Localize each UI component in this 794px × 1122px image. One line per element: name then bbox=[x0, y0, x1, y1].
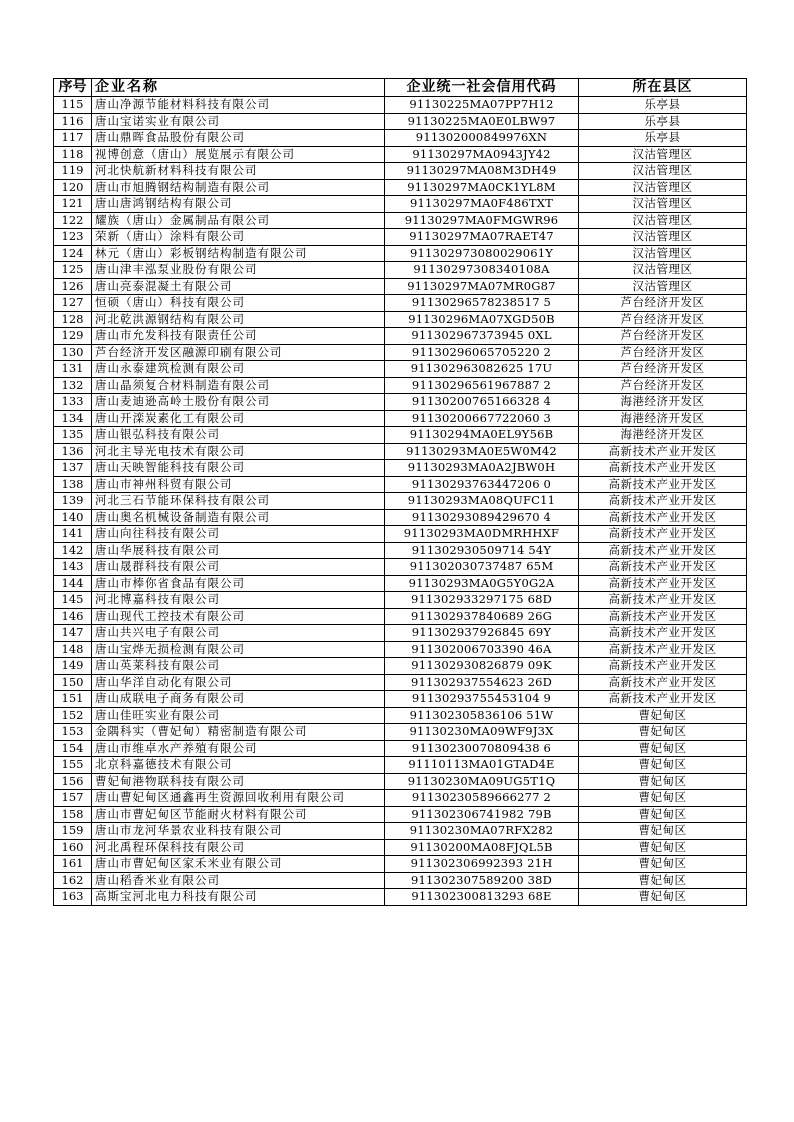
cell-credit-code: 911302937554623 26D bbox=[385, 674, 579, 691]
cell-serial-number: 123 bbox=[54, 229, 92, 246]
table-row bbox=[54, 674, 747, 691]
cell-serial-number: 144 bbox=[54, 575, 92, 592]
table-row bbox=[54, 361, 747, 378]
table-row bbox=[54, 460, 747, 477]
cell-district: 曹妃甸区 bbox=[579, 856, 747, 873]
cell-company-name: 唐山宝烨无损检测有限公司 bbox=[92, 641, 385, 658]
table-row bbox=[54, 757, 747, 774]
cell-district: 汉沽管理区 bbox=[579, 229, 747, 246]
cell-district: 芦台经济开发区 bbox=[579, 377, 747, 394]
cell-serial-number: 162 bbox=[54, 872, 92, 889]
table-row bbox=[54, 146, 747, 163]
cell-serial-number: 156 bbox=[54, 773, 92, 790]
cell-serial-number: 120 bbox=[54, 179, 92, 196]
cell-company-name: 河北乾洪源钢结构有限公司 bbox=[92, 311, 385, 328]
cell-credit-code: 91130293MA0G5Y0G2A bbox=[385, 575, 579, 592]
cell-company-name: 金隅科实（曹妃甸）精密制造有限公司 bbox=[92, 724, 385, 741]
cell-credit-code: 911302930509714 54Y bbox=[385, 542, 579, 559]
cell-serial-number: 131 bbox=[54, 361, 92, 378]
cell-company-name: 唐山市允发科技有限责任公司 bbox=[92, 328, 385, 345]
cell-credit-code: 91130296578238517 5 bbox=[385, 295, 579, 312]
cell-serial-number: 118 bbox=[54, 146, 92, 163]
cell-credit-code: 91130200765166328 4 bbox=[385, 394, 579, 411]
table-row bbox=[54, 278, 747, 295]
cell-company-name: 唐山唐鸿钢结构有限公司 bbox=[92, 196, 385, 213]
table-row bbox=[54, 427, 747, 444]
cell-company-name: 唐山天映智能科技有限公司 bbox=[92, 460, 385, 477]
cell-company-name: 唐山曹妃甸区通鑫再生资源回收利用有限公司 bbox=[92, 790, 385, 807]
cell-credit-code: 91130296MA07XGD50B bbox=[385, 311, 579, 328]
cell-company-name: 唐山宝诺实业有限公司 bbox=[92, 113, 385, 130]
table-row bbox=[54, 179, 747, 196]
cell-credit-code: 91130200MA08FJQL5B bbox=[385, 839, 579, 856]
cell-serial-number: 115 bbox=[54, 97, 92, 114]
cell-credit-code: 91130297MA0FMGWR96 bbox=[385, 212, 579, 229]
cell-company-name: 耀族（唐山）金属制品有限公司 bbox=[92, 212, 385, 229]
cell-serial-number: 126 bbox=[54, 278, 92, 295]
cell-district: 海港经济开发区 bbox=[579, 427, 747, 444]
cell-serial-number: 160 bbox=[54, 839, 92, 856]
cell-serial-number: 122 bbox=[54, 212, 92, 229]
cell-district: 芦台经济开发区 bbox=[579, 295, 747, 312]
cell-serial-number: 149 bbox=[54, 658, 92, 675]
cell-credit-code: 91130296065705220 2 bbox=[385, 344, 579, 361]
cell-serial-number: 163 bbox=[54, 889, 92, 906]
cell-credit-code: 91130225MA0E0LBW97 bbox=[385, 113, 579, 130]
cell-company-name: 林元（唐山）彩板钢结构制造有限公司 bbox=[92, 245, 385, 262]
cell-credit-code: 91130293MA0E5W0M42 bbox=[385, 443, 579, 460]
table-row bbox=[54, 163, 747, 180]
cell-credit-code: 91110113MA01GTAD4E bbox=[385, 757, 579, 774]
cell-credit-code: 91130297MA0F486TXT bbox=[385, 196, 579, 213]
cell-credit-code: 91130293755453104 9 bbox=[385, 691, 579, 708]
cell-serial-number: 124 bbox=[54, 245, 92, 262]
table-row bbox=[54, 262, 747, 279]
cell-serial-number: 147 bbox=[54, 625, 92, 642]
cell-serial-number: 119 bbox=[54, 163, 92, 180]
cell-district: 高新技术产业开发区 bbox=[579, 526, 747, 543]
cell-serial-number: 155 bbox=[54, 757, 92, 774]
table-row bbox=[54, 806, 747, 823]
table-row bbox=[54, 872, 747, 889]
cell-company-name: 唐山津丰泓泵业股份有限公司 bbox=[92, 262, 385, 279]
cell-credit-code: 911302030737487 65M bbox=[385, 559, 579, 576]
cell-credit-code: 91130225MA07PP7H12 bbox=[385, 97, 579, 114]
cell-credit-code: 91130297MA0CK1YL8M bbox=[385, 179, 579, 196]
table-row bbox=[54, 724, 747, 741]
table-row bbox=[54, 773, 747, 790]
cell-credit-code: 91130200667722060 3 bbox=[385, 410, 579, 427]
table-row bbox=[54, 509, 747, 526]
cell-credit-code: 911302933297175 68D bbox=[385, 592, 579, 609]
table-row bbox=[54, 839, 747, 856]
cell-serial-number: 146 bbox=[54, 608, 92, 625]
cell-serial-number: 158 bbox=[54, 806, 92, 823]
cell-serial-number: 129 bbox=[54, 328, 92, 345]
table-row bbox=[54, 707, 747, 724]
cell-credit-code: 911302937840689 26G bbox=[385, 608, 579, 625]
cell-district: 高新技术产业开发区 bbox=[579, 691, 747, 708]
cell-credit-code: 911302930826879 09K bbox=[385, 658, 579, 675]
cell-company-name: 曹妃甸港物联科技有限公司 bbox=[92, 773, 385, 790]
table-row bbox=[54, 658, 747, 675]
cell-credit-code: 911302305836106 51W bbox=[385, 707, 579, 724]
cell-serial-number: 130 bbox=[54, 344, 92, 361]
cell-credit-code: 911302937926845 69Y bbox=[385, 625, 579, 642]
cell-credit-code: 91130293089429670 4 bbox=[385, 509, 579, 526]
table-row bbox=[54, 196, 747, 213]
cell-company-name: 唐山晟群科技有限公司 bbox=[92, 559, 385, 576]
cell-company-name: 唐山市龙河华景农业科技有限公司 bbox=[92, 823, 385, 840]
cell-serial-number: 128 bbox=[54, 311, 92, 328]
cell-company-name: 唐山英莱科技有限公司 bbox=[92, 658, 385, 675]
cell-company-name: 唐山市棒你省食品有限公司 bbox=[92, 575, 385, 592]
cell-district: 曹妃甸区 bbox=[579, 839, 747, 856]
cell-district: 曹妃甸区 bbox=[579, 889, 747, 906]
cell-district: 汉沽管理区 bbox=[579, 278, 747, 295]
cell-company-name: 唐山净源节能材料科技有限公司 bbox=[92, 97, 385, 114]
cell-district: 海港经济开发区 bbox=[579, 394, 747, 411]
cell-company-name: 荣新（唐山）涂料有限公司 bbox=[92, 229, 385, 246]
cell-serial-number: 153 bbox=[54, 724, 92, 741]
cell-credit-code: 91130230MA07RFX282 bbox=[385, 823, 579, 840]
table-row bbox=[54, 856, 747, 873]
cell-company-name: 唐山麦迪逊高岭土股份有限公司 bbox=[92, 394, 385, 411]
cell-serial-number: 142 bbox=[54, 542, 92, 559]
cell-company-name: 唐山市曹妃甸区家禾米业有限公司 bbox=[92, 856, 385, 873]
cell-district: 乐亭县 bbox=[579, 97, 747, 114]
cell-district: 汉沽管理区 bbox=[579, 146, 747, 163]
cell-district: 高新技术产业开发区 bbox=[579, 460, 747, 477]
cell-district: 海港经济开发区 bbox=[579, 410, 747, 427]
cell-company-name: 北京科嘉德技术有限公司 bbox=[92, 757, 385, 774]
cell-company-name: 恒硕（唐山）科技有限公司 bbox=[92, 295, 385, 312]
cell-district: 高新技术产业开发区 bbox=[579, 509, 747, 526]
cell-district: 汉沽管理区 bbox=[579, 196, 747, 213]
cell-company-name: 唐山市神州科贸有限公司 bbox=[92, 476, 385, 493]
cell-company-name: 唐山银弘科技有限公司 bbox=[92, 427, 385, 444]
cell-credit-code: 911302000849976XN bbox=[385, 130, 579, 147]
table-row bbox=[54, 526, 747, 543]
cell-district: 芦台经济开发区 bbox=[579, 311, 747, 328]
cell-credit-code: 911302300813293 68E bbox=[385, 889, 579, 906]
cell-serial-number: 134 bbox=[54, 410, 92, 427]
cell-company-name: 河北主导光电技术有限公司 bbox=[92, 443, 385, 460]
table-row bbox=[54, 295, 747, 312]
cell-credit-code: 911302006703390 46A bbox=[385, 641, 579, 658]
cell-serial-number: 116 bbox=[54, 113, 92, 130]
cell-credit-code: 911302306992393 21H bbox=[385, 856, 579, 873]
cell-district: 汉沽管理区 bbox=[579, 262, 747, 279]
cell-serial-number: 117 bbox=[54, 130, 92, 147]
table-row bbox=[54, 691, 747, 708]
cell-serial-number: 151 bbox=[54, 691, 92, 708]
cell-company-name: 唐山奥名机械设备制造有限公司 bbox=[92, 509, 385, 526]
cell-serial-number: 148 bbox=[54, 641, 92, 658]
cell-company-name: 唐山稻香米业有限公司 bbox=[92, 872, 385, 889]
table-row bbox=[54, 790, 747, 807]
cell-serial-number: 133 bbox=[54, 394, 92, 411]
cell-district: 汉沽管理区 bbox=[579, 212, 747, 229]
cell-district: 高新技术产业开发区 bbox=[579, 476, 747, 493]
cell-district: 芦台经济开发区 bbox=[579, 361, 747, 378]
cell-credit-code: 91130293MA08QUFC11 bbox=[385, 493, 579, 510]
cell-company-name: 唐山佳旺实业有限公司 bbox=[92, 707, 385, 724]
cell-district: 芦台经济开发区 bbox=[579, 328, 747, 345]
cell-company-name: 唐山市旭腾钢结构制造有限公司 bbox=[92, 179, 385, 196]
cell-company-name: 唐山永泰建筑检测有限公司 bbox=[92, 361, 385, 378]
table-row bbox=[54, 344, 747, 361]
cell-serial-number: 132 bbox=[54, 377, 92, 394]
cell-serial-number: 143 bbox=[54, 559, 92, 576]
cell-district: 乐亭县 bbox=[579, 113, 747, 130]
cell-credit-code: 91130293MA0DMRHHXF bbox=[385, 526, 579, 543]
cell-company-name: 唐山市维卓水产养殖有限公司 bbox=[92, 740, 385, 757]
table-row bbox=[54, 377, 747, 394]
cell-district: 曹妃甸区 bbox=[579, 707, 747, 724]
cell-district: 曹妃甸区 bbox=[579, 872, 747, 889]
cell-credit-code: 911302306741982 79B bbox=[385, 806, 579, 823]
cell-district: 曹妃甸区 bbox=[579, 724, 747, 741]
cell-credit-code: 911302967373945 0XL bbox=[385, 328, 579, 345]
table-row bbox=[54, 592, 747, 609]
header-row bbox=[54, 79, 747, 97]
cell-serial-number: 127 bbox=[54, 295, 92, 312]
cell-serial-number: 157 bbox=[54, 790, 92, 807]
cell-credit-code: 91130297MA07MR0G87 bbox=[385, 278, 579, 295]
cell-serial-number: 141 bbox=[54, 526, 92, 543]
cell-district: 高新技术产业开发区 bbox=[579, 608, 747, 625]
cell-company-name: 唐山亮泰混凝土有限公司 bbox=[92, 278, 385, 295]
cell-district: 汉沽管理区 bbox=[579, 179, 747, 196]
cell-company-name: 唐山鼎晖食品股份有限公司 bbox=[92, 130, 385, 147]
table-row bbox=[54, 641, 747, 658]
cell-company-name: 唐山开滦炭素化工有限公司 bbox=[92, 410, 385, 427]
cell-district: 高新技术产业开发区 bbox=[579, 443, 747, 460]
cell-serial-number: 140 bbox=[54, 509, 92, 526]
cell-serial-number: 159 bbox=[54, 823, 92, 840]
cell-credit-code: 91130230MA09UG5T1Q bbox=[385, 773, 579, 790]
cell-company-name: 河北快航新材料科技有限公司 bbox=[92, 163, 385, 180]
table-row bbox=[54, 575, 747, 592]
cell-company-name: 唐山市曹妃甸区节能耐火材料有限公司 bbox=[92, 806, 385, 823]
table-row bbox=[54, 443, 747, 460]
cell-district: 曹妃甸区 bbox=[579, 806, 747, 823]
cell-company-name: 唐山现代工控技术有限公司 bbox=[92, 608, 385, 625]
cell-district: 曹妃甸区 bbox=[579, 773, 747, 790]
cell-credit-code: 911302973080029061Y bbox=[385, 245, 579, 262]
cell-company-name: 河北博嘉科技有限公司 bbox=[92, 592, 385, 609]
cell-credit-code: 91130230070809438 6 bbox=[385, 740, 579, 757]
table-row bbox=[54, 97, 747, 114]
cell-company-name: 视博创意（唐山）展览展示有限公司 bbox=[92, 146, 385, 163]
cell-credit-code: 911302963082625 17U bbox=[385, 361, 579, 378]
table-row bbox=[54, 476, 747, 493]
cell-credit-code: 91130297308340108A bbox=[385, 262, 579, 279]
table-row bbox=[54, 229, 747, 246]
cell-credit-code: 91130230589666277 2 bbox=[385, 790, 579, 807]
cell-serial-number: 125 bbox=[54, 262, 92, 279]
cell-credit-code: 91130293763447206 0 bbox=[385, 476, 579, 493]
cell-district: 高新技术产业开发区 bbox=[579, 592, 747, 609]
table-row bbox=[54, 311, 747, 328]
cell-serial-number: 154 bbox=[54, 740, 92, 757]
table-row bbox=[54, 608, 747, 625]
cell-company-name: 唐山华洋自动化有限公司 bbox=[92, 674, 385, 691]
table-row bbox=[54, 740, 747, 757]
table-row bbox=[54, 559, 747, 576]
cell-serial-number: 161 bbox=[54, 856, 92, 873]
header-district: 所在县区 bbox=[579, 79, 747, 97]
cell-district: 高新技术产业开发区 bbox=[579, 658, 747, 675]
cell-district: 高新技术产业开发区 bbox=[579, 641, 747, 658]
table-row bbox=[54, 410, 747, 427]
cell-serial-number: 139 bbox=[54, 493, 92, 510]
table-row bbox=[54, 823, 747, 840]
cell-district: 高新技术产业开发区 bbox=[579, 493, 747, 510]
table-row bbox=[54, 889, 747, 906]
cell-company-name: 唐山成联电子商务有限公司 bbox=[92, 691, 385, 708]
cell-company-name: 唐山晶须复合材料制造有限公司 bbox=[92, 377, 385, 394]
cell-district: 高新技术产业开发区 bbox=[579, 674, 747, 691]
cell-district: 汉沽管理区 bbox=[579, 245, 747, 262]
enterprise-table bbox=[53, 78, 747, 906]
header-company-name: 企业名称 bbox=[92, 79, 385, 97]
cell-district: 曹妃甸区 bbox=[579, 790, 747, 807]
cell-serial-number: 137 bbox=[54, 460, 92, 477]
cell-company-name: 唐山华展科技有限公司 bbox=[92, 542, 385, 559]
cell-company-name: 河北禹程环保科技有限公司 bbox=[92, 839, 385, 856]
cell-district: 汉沽管理区 bbox=[579, 163, 747, 180]
table-row bbox=[54, 542, 747, 559]
table-row bbox=[54, 394, 747, 411]
cell-credit-code: 91130297MA08M3DH49 bbox=[385, 163, 579, 180]
cell-credit-code: 91130297MA0943JY42 bbox=[385, 146, 579, 163]
cell-serial-number: 135 bbox=[54, 427, 92, 444]
cell-credit-code: 91130294MA0EL9Y56B bbox=[385, 427, 579, 444]
cell-district: 高新技术产业开发区 bbox=[579, 542, 747, 559]
cell-serial-number: 136 bbox=[54, 443, 92, 460]
cell-company-name: 河北三石节能环保科技有限公司 bbox=[92, 493, 385, 510]
cell-district: 高新技术产业开发区 bbox=[579, 575, 747, 592]
header-serial-number: 序号 bbox=[54, 79, 92, 97]
table-row bbox=[54, 625, 747, 642]
cell-district: 高新技术产业开发区 bbox=[579, 625, 747, 642]
cell-serial-number: 150 bbox=[54, 674, 92, 691]
cell-credit-code: 91130296561967887 2 bbox=[385, 377, 579, 394]
cell-serial-number: 152 bbox=[54, 707, 92, 724]
table-row bbox=[54, 212, 747, 229]
cell-district: 曹妃甸区 bbox=[579, 740, 747, 757]
cell-company-name: 芦台经济开发区融源印刷有限公司 bbox=[92, 344, 385, 361]
table-row bbox=[54, 328, 747, 345]
cell-district: 曹妃甸区 bbox=[579, 757, 747, 774]
table-row bbox=[54, 245, 747, 262]
cell-district: 乐亭县 bbox=[579, 130, 747, 147]
header-credit-code: 企业统一社会信用代码 bbox=[385, 79, 579, 97]
cell-serial-number: 121 bbox=[54, 196, 92, 213]
table-row bbox=[54, 130, 747, 147]
cell-district: 高新技术产业开发区 bbox=[579, 559, 747, 576]
cell-credit-code: 91130293MA0A2JBW0H bbox=[385, 460, 579, 477]
cell-serial-number: 145 bbox=[54, 592, 92, 609]
table-row bbox=[54, 493, 747, 510]
cell-company-name: 唐山共兴电子有限公司 bbox=[92, 625, 385, 642]
table-row bbox=[54, 113, 747, 130]
cell-credit-code: 91130297MA07RAET47 bbox=[385, 229, 579, 246]
cell-company-name: 高斯宝河北电力科技有限公司 bbox=[92, 889, 385, 906]
cell-district: 曹妃甸区 bbox=[579, 823, 747, 840]
cell-serial-number: 138 bbox=[54, 476, 92, 493]
cell-credit-code: 91130230MA09WF9J3X bbox=[385, 724, 579, 741]
cell-credit-code: 911302307589200 38D bbox=[385, 872, 579, 889]
cell-company-name: 唐山向往科技有限公司 bbox=[92, 526, 385, 543]
cell-district: 芦台经济开发区 bbox=[579, 344, 747, 361]
